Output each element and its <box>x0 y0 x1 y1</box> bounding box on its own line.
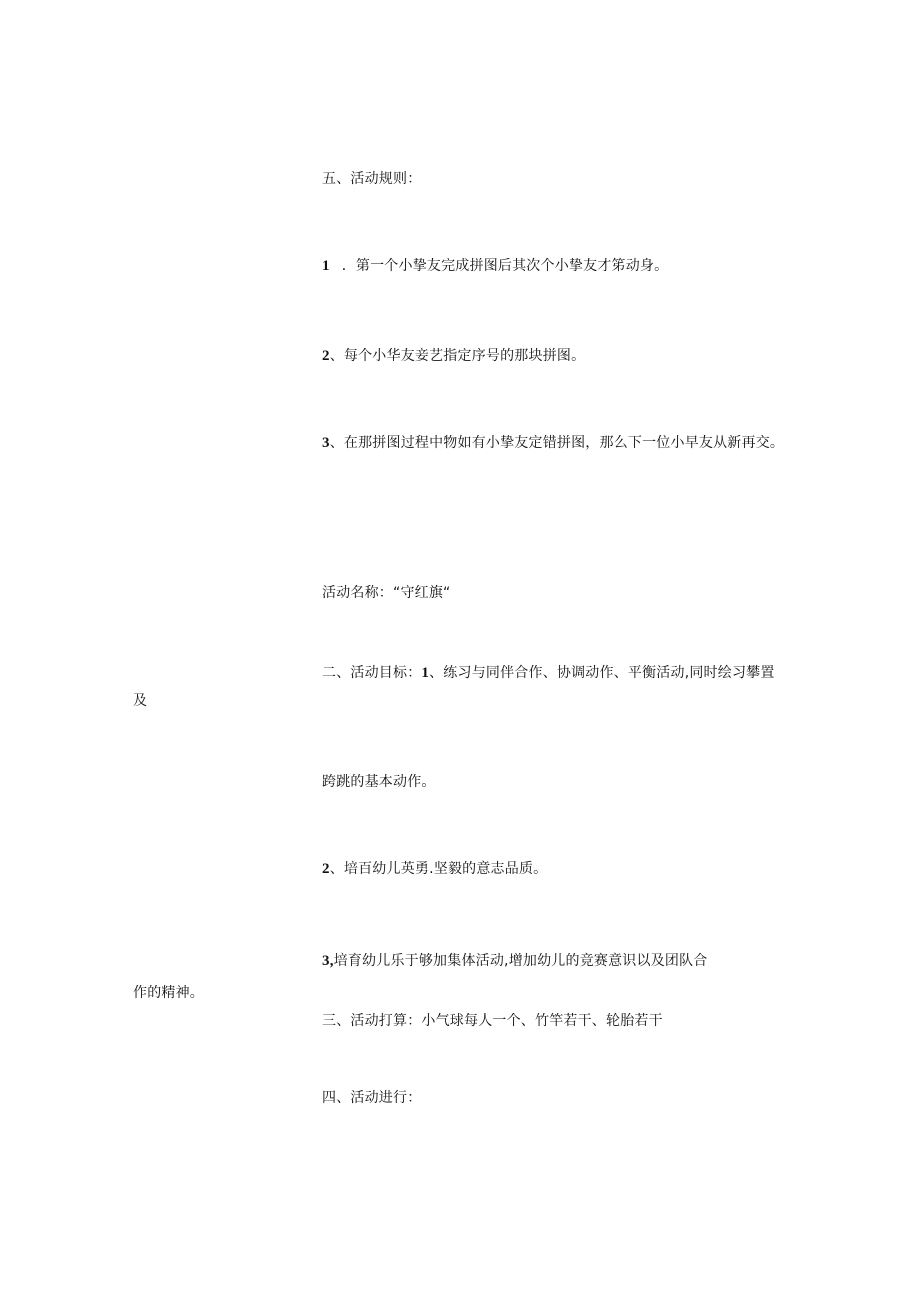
section4-heading: 四、活动进行： <box>322 1090 422 1106</box>
rule-1-number: 1 <box>322 258 330 274</box>
goal-2 <box>322 860 547 878</box>
rule-2-text: 、每个小华友妾艺指定序号的那块拼图。 <box>329 348 586 364</box>
goal-prefix: 二、活动目标： <box>322 665 422 681</box>
section5-heading: 五、活动规则： <box>322 171 422 187</box>
rule-1-text: ．第一个小挚友完成拼图后其次个小挚友才笫动身。 <box>341 258 669 274</box>
rule-2-number: 2 <box>322 348 330 364</box>
rule-3-text: 、在那拼图过程中物如有小挚友定错拼图，那么下一位小早友从新再交。 <box>329 435 785 451</box>
goal-3 <box>322 952 708 970</box>
rule-3 <box>322 434 784 452</box>
goal-1-continued: 跨跳的基本动作。 <box>322 774 436 790</box>
goal-3-wrap: 作的精神。 <box>133 985 204 1001</box>
goal-1-number: 1 <box>421 665 430 681</box>
goal-3-number: 3, <box>322 953 334 969</box>
goal-1-wrap: 及 <box>133 693 148 709</box>
goal-1-text: 、练习与同伴合作、协调动作、平衡活动,同时绘习攀置 <box>429 665 775 681</box>
rule-1 <box>322 257 668 275</box>
rule-2 <box>322 347 585 365</box>
goal-2-text: 、培百幼儿英勇.坚毅的意志品质。 <box>329 861 548 877</box>
activity-name: 活动名称：“守红旗“ <box>322 585 451 601</box>
goal-1 <box>322 664 775 682</box>
rule-3-number: 3 <box>322 435 330 451</box>
goal-2-number: 2 <box>322 861 330 877</box>
section3-preparation: 三、活动打算：小气球每人一个、竹竿若干、轮胎若干 <box>322 1013 663 1029</box>
goal-3-text: 培育幼儿乐于够加集体活动,增加幼儿的竞赛意识以及团队合 <box>333 953 708 969</box>
